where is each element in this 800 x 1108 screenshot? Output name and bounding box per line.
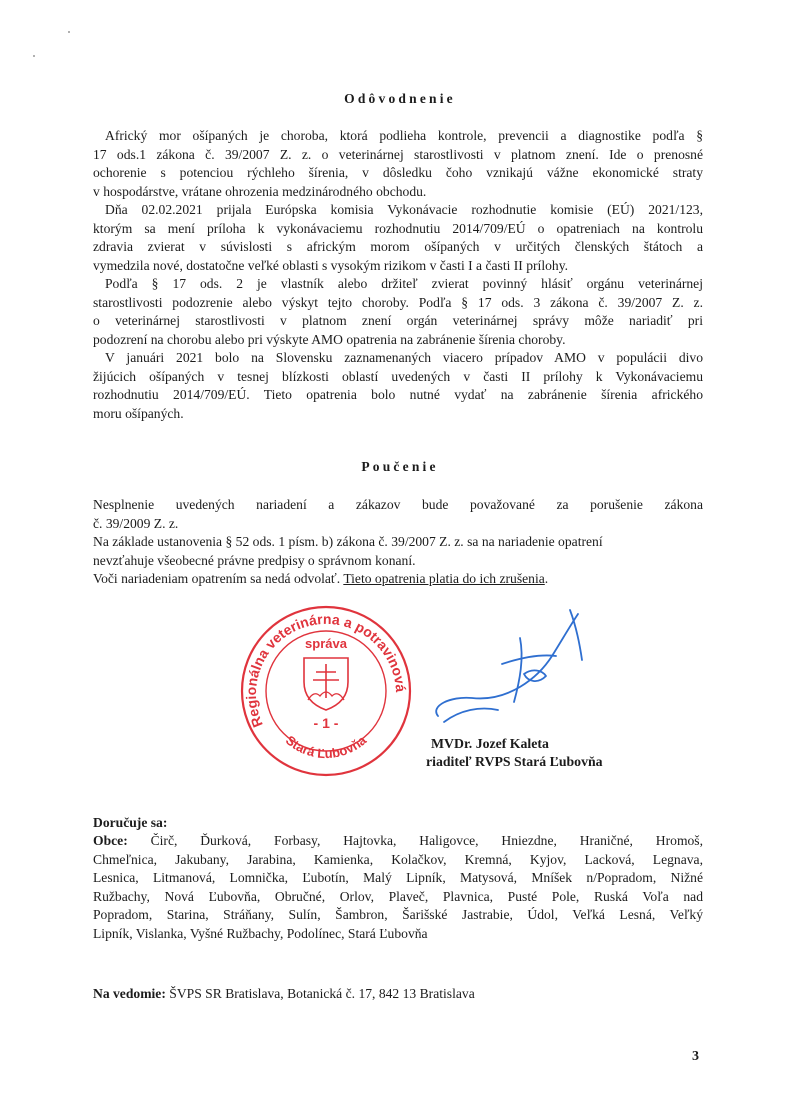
paragraph-line: podozrení na chorobu alebo pri výskyte AMO opatrenia na zabránenie šírenia choroby. — [93, 331, 566, 347]
stamp-top-text: správa — [305, 636, 347, 651]
poucenie-line: Voči nariadeniam opatrením sa nedá odvolať. Tieto opatrenia platia do ich zrušenia. — [93, 571, 549, 586]
na-vedomie-text: ŠVPS SR Bratislava, Botanická č. 17, 842 13 Bratislava — [165, 986, 475, 1001]
poucenie-text — [93, 496, 703, 589]
scan-speck — [68, 31, 70, 33]
municipalities-line: Obce: Čirč, Ďurková, Forbasy, Hajtovka, Haligovce, Hniezdne, Hraničné, Hromoš, — [93, 833, 703, 848]
paragraph-line: ktorým sa mení príloha k vykonávaciemu rozhodnutiu 2014/709/EÚ o opatreniach na kontrolu — [93, 220, 703, 236]
paragraph-line: Podľa § 17 ods. 2 je vlastník alebo držiteľ zvierat povinný hlásiť orgánu veterinárnej — [105, 276, 703, 291]
paragraph-line: v hospodárstve, vrátane ohrozenia medzinárodného obchodu. — [93, 183, 427, 199]
stamp-number: - 1 - — [313, 715, 339, 731]
delivery-municipalities — [93, 832, 703, 943]
handwritten-signature — [420, 598, 600, 736]
delivery-heading: Doručuje sa: — [93, 815, 168, 830]
paragraph-line: o veterinárnej starostlivosti v platnom znení orgán veterinárnej správy môže nariadiť pri — [93, 313, 703, 328]
stamp-ring-text: Regionálna veterinárna a potravinová — [242, 610, 410, 730]
odovodnenie-paragraph-4 — [93, 349, 703, 423]
municipalities-line: Chmeľnica, Jakubany, Jarabina, Kamienka, Kolačkov, Kremná, Kyjov, Lacková, Legnava, — [93, 851, 703, 867]
appeal-text: Voči nariadeniam opatrením sa nedá odvolať. — [93, 571, 341, 586]
paragraph-line: 17 ods.1 zákona č. 39/2007 Z. z. o veterinárnej starostlivosti v platnom znení. Ide o prenosné — [93, 146, 703, 162]
municipalities-line: Popradom, Starina, Stráňany, Sulín, Šambron, Šarišské Jastrabie, Údol, Veľká Lesná, Veľký — [93, 907, 703, 922]
signatory-name: MVDr. Jozef Kaleta — [431, 736, 549, 751]
paragraph-line: starostlivosti podozrenie alebo výskyt tejto choroby. Podľa § 17 ods. 3 zákona č. 39/2007 Z. z. — [93, 294, 703, 310]
poucenie-line: Nesplnenie uvedených nariadení a zákazov bude považované za porušenie zákona — [93, 497, 703, 512]
odovodnenie-paragraph-3 — [93, 275, 703, 349]
municipalities-line: Ružbachy, Nová Ľubovňa, Obručné, Orlov, Plaveč, Plavnica, Pusté Pole, Ruská Voľa nad — [93, 888, 703, 904]
municipalities-line: Lesnica, Litmanová, Lomnička, Ľubotín, Malý Lipník, Matysová, Mníšek n/Popradom, Nižné — [93, 870, 703, 885]
page-number: 3 — [692, 1049, 699, 1064]
odovodnenie-paragraph-2 — [93, 201, 703, 275]
municipalities-line: Lipník, Vislanka, Vyšné Ružbachy, Podolínec, Stará Ľubovňa — [93, 925, 428, 941]
paragraph-line: zdravia zvierat v súvislosti s africkým morom ošípaných v určitých členských štátoch a — [93, 239, 703, 254]
paragraph-line: Dňa 02.02.2021 prijala Európska komisia Vykonávacie rozhodnutie komisie (EÚ) 2021/123, — [105, 202, 703, 217]
poucenie-line: nevzťahuje všeobecné právne predpisy o správnom konaní. — [93, 552, 416, 568]
paragraph-line: V januári 2021 bolo na Slovensku zaznamenaných viacero prípadov AMO v populácii divo — [105, 350, 703, 365]
poucenie-line: Na základe ustanovenia § 52 ods. 1 písm. b) zákona č. 39/2007 Z. z. sa na nariadenie opatrení — [93, 534, 603, 549]
slovak-coat-of-arms-icon — [304, 658, 348, 710]
paragraph-line: rozhodnutiu 2014/709/EÚ. Tieto opatrenia bolo nutné vydať na zabránenie šírenia afrického — [93, 387, 703, 402]
paragraph-line: Africký mor ošípaných je choroba, ktorá podlieha kontrole, prevencii a diagnostike podľa § — [105, 128, 703, 143]
official-stamp — [236, 602, 416, 780]
obce-label: Obce: — [93, 833, 128, 848]
paragraph-line: vymedzila nové, dostatočne veľké oblasti s vysokým rizikom v časti I a časti II prílohy. — [93, 257, 569, 273]
poucenie-line: č. 39/2009 Z. z. — [93, 515, 179, 531]
paragraph-line: ochorenie s potenciou rýchleho šírenia, v dôsledku čoho vznikajú vážne ekonomické straty — [93, 165, 703, 180]
na-vedomie-label: Na vedomie: — [93, 986, 166, 1001]
scan-speck — [33, 55, 35, 57]
stamp-bottom-text: Stará Ľubovňa — [282, 732, 370, 762]
odovodnenie-heading: Odôvodnenie — [344, 91, 456, 106]
for-information-line — [93, 985, 475, 1004]
poucenie-heading: Poučenie — [361, 459, 439, 474]
signatory-title: riaditeľ RVPS Stará Ľubovňa — [426, 754, 603, 769]
validity-text: Tieto opatrenia platia do ich zrušenia — [343, 571, 545, 586]
paragraph-line: moru ošípaných. — [93, 405, 184, 421]
paragraph-line: žijúcich ošípaných v tesnej blízkosti oblastí uvedených v časti II prílohy k Vykonávaciemu — [93, 368, 703, 384]
odovodnenie-paragraph-1 — [93, 127, 703, 201]
